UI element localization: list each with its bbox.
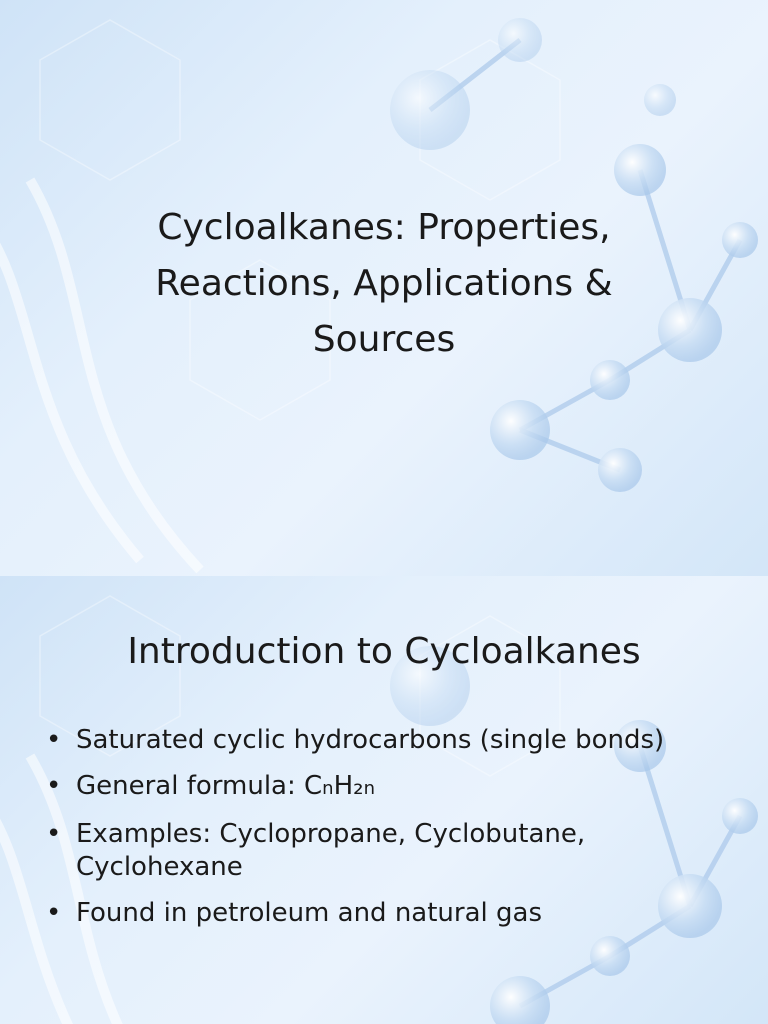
formula-c: C bbox=[304, 771, 323, 801]
formula-subscript-n: n bbox=[363, 778, 376, 799]
slide-title: Cycloalkanes: Properties, Reactions, Applications & Sources bbox=[155, 207, 613, 360]
intro-slide bbox=[0, 576, 768, 1024]
slide-title: Introduction to Cycloalkanes bbox=[127, 631, 641, 672]
formula-subscript-2: ₂ bbox=[353, 771, 364, 801]
bullet-text: Found in petroleum and natural gas bbox=[76, 898, 542, 928]
bullet-text: Saturated cyclic hydrocarbons (single bonds) bbox=[76, 725, 665, 755]
bullet-list bbox=[46, 724, 726, 943]
list-item bbox=[46, 770, 726, 805]
formula-subscript-n: n bbox=[322, 778, 334, 799]
list-item bbox=[46, 818, 726, 884]
bullet-text: Examples: Cyclopropane, Cyclobutane, Cyclohexane bbox=[76, 819, 586, 882]
list-item bbox=[46, 724, 726, 757]
list-item bbox=[46, 897, 726, 930]
bullet-text: General formula: bbox=[76, 771, 305, 801]
formula-h: H bbox=[333, 771, 354, 801]
